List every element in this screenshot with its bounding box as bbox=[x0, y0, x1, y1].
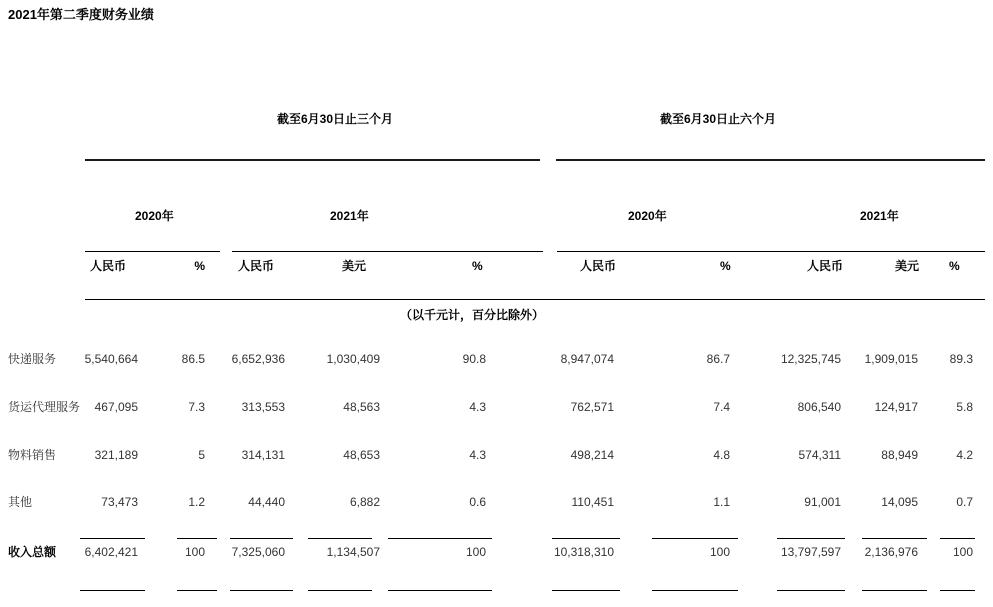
year-header-6m-2020: 2020年 bbox=[628, 209, 667, 223]
cell: 48,563 bbox=[343, 400, 380, 414]
cell: 1.2 bbox=[188, 495, 205, 509]
cell: 498,214 bbox=[570, 448, 614, 462]
period-header-six-months: 截至6月30日止六个月 bbox=[660, 112, 777, 126]
year-header-6m-2021: 2021年 bbox=[860, 209, 899, 223]
divider-line bbox=[85, 159, 540, 161]
cell: 4.3 bbox=[469, 448, 486, 462]
cell: 110,451 bbox=[571, 495, 614, 509]
cell: 0.6 bbox=[469, 495, 486, 509]
divider-line bbox=[85, 251, 220, 252]
col-header-usd-3m-2021: 美元 bbox=[342, 259, 367, 273]
year-header-3m-2021: 2021年 bbox=[330, 209, 369, 223]
cell: 2,136,976 bbox=[864, 545, 918, 559]
col-header-usd-6m-2021: 美元 bbox=[895, 259, 920, 273]
cell: 467,095 bbox=[94, 400, 138, 414]
cell: 8,947,074 bbox=[560, 352, 614, 366]
cell: 762,571 bbox=[570, 400, 614, 414]
table-row bbox=[0, 352, 993, 370]
table-total-row bbox=[0, 545, 993, 563]
cell: 4.3 bbox=[469, 400, 486, 414]
cell: 124,917 bbox=[874, 400, 918, 414]
cell: 1,909,015 bbox=[864, 352, 918, 366]
total-bottom-rule bbox=[862, 590, 927, 591]
cell: 1,134,507 bbox=[326, 545, 380, 559]
row-label: 快递服务 bbox=[8, 352, 57, 366]
cell: 13,797,597 bbox=[780, 545, 841, 559]
cell: 10,318,310 bbox=[553, 545, 614, 559]
col-header-pct-3m-2020: % bbox=[194, 259, 205, 273]
cell: 90.8 bbox=[462, 352, 486, 366]
row-label-total: 收入总额 bbox=[8, 545, 57, 559]
cell: 100 bbox=[709, 545, 730, 559]
divider-line bbox=[557, 251, 985, 252]
cell: 86.7 bbox=[706, 352, 730, 366]
row-label: 物料销售 bbox=[8, 448, 57, 462]
total-bottom-rule bbox=[80, 590, 145, 591]
total-top-rule bbox=[552, 538, 620, 539]
cell: 7,325,060 bbox=[231, 545, 285, 559]
col-header-rmb-3m-2021: 人民币 bbox=[238, 259, 275, 273]
cell: 86.5 bbox=[181, 352, 205, 366]
cell: 6,652,936 bbox=[231, 352, 285, 366]
cell: 1,030,409 bbox=[326, 352, 380, 366]
col-header-rmb-3m-2020: 人民币 bbox=[90, 259, 127, 273]
total-bottom-rule bbox=[552, 590, 620, 591]
unit-note: （以千元计，百分比除外） bbox=[400, 308, 545, 322]
cell: 313,553 bbox=[241, 400, 285, 414]
cell: 574,311 bbox=[798, 448, 841, 462]
total-top-rule bbox=[777, 538, 845, 539]
cell: 12,325,745 bbox=[780, 352, 841, 366]
col-header-pct-3m-2021: % bbox=[472, 259, 483, 273]
cell: 321,189 bbox=[94, 448, 138, 462]
col-header-rmb-6m-2020: 人民币 bbox=[580, 259, 617, 273]
row-label: 货运代理服务 bbox=[8, 400, 81, 414]
total-top-rule bbox=[230, 538, 293, 539]
col-header-pct-6m-2021: % bbox=[949, 259, 960, 273]
cell: 5 bbox=[198, 448, 205, 462]
cell: 806,540 bbox=[797, 400, 841, 414]
cell: 91,001 bbox=[804, 495, 841, 509]
year-header-3m-2020: 2020年 bbox=[135, 209, 174, 223]
row-label: 其他 bbox=[8, 495, 33, 509]
period-header-three-months: 截至6月30日止三个月 bbox=[277, 112, 394, 126]
cell: 6,882 bbox=[349, 495, 380, 509]
table-row bbox=[0, 400, 993, 418]
total-top-rule bbox=[308, 538, 372, 539]
cell: 1.1 bbox=[713, 495, 730, 509]
cell: 14,095 bbox=[881, 495, 918, 509]
cell: 7.3 bbox=[188, 400, 205, 414]
page-title: 2021年第二季度财务业绩 bbox=[8, 7, 154, 22]
total-top-rule bbox=[940, 538, 975, 539]
total-bottom-rule bbox=[177, 590, 217, 591]
col-header-rmb-6m-2021: 人民币 bbox=[807, 259, 844, 273]
total-top-rule bbox=[652, 538, 738, 539]
cell: 100 bbox=[952, 545, 973, 559]
cell: 4.8 bbox=[713, 448, 730, 462]
cell: 89.3 bbox=[949, 352, 973, 366]
cell: 100 bbox=[465, 545, 486, 559]
cell: 0.7 bbox=[956, 495, 973, 509]
total-bottom-rule bbox=[652, 590, 738, 591]
cell: 314,131 bbox=[241, 448, 285, 462]
divider-line bbox=[232, 251, 543, 252]
total-bottom-rule bbox=[940, 590, 975, 591]
cell: 100 bbox=[184, 545, 205, 559]
total-top-rule bbox=[177, 538, 217, 539]
cell: 48,653 bbox=[343, 448, 380, 462]
cell: 5.8 bbox=[956, 400, 973, 414]
cell: 6,402,421 bbox=[84, 545, 138, 559]
total-top-rule bbox=[388, 538, 492, 539]
cell: 5,540,664 bbox=[84, 352, 138, 366]
col-header-pct-6m-2020: % bbox=[720, 259, 731, 273]
table-row bbox=[0, 448, 993, 466]
total-bottom-rule bbox=[777, 590, 845, 591]
cell: 4.2 bbox=[956, 448, 973, 462]
cell: 73,473 bbox=[101, 495, 138, 509]
total-bottom-rule bbox=[308, 590, 372, 591]
table-row bbox=[0, 495, 993, 513]
divider-line bbox=[85, 299, 985, 300]
cell: 44,440 bbox=[248, 495, 285, 509]
cell: 88,949 bbox=[881, 448, 918, 462]
total-bottom-rule bbox=[230, 590, 293, 591]
cell: 7.4 bbox=[713, 400, 730, 414]
total-bottom-rule bbox=[388, 590, 492, 591]
total-top-rule bbox=[862, 538, 927, 539]
total-top-rule bbox=[80, 538, 145, 539]
divider-line bbox=[556, 159, 985, 161]
